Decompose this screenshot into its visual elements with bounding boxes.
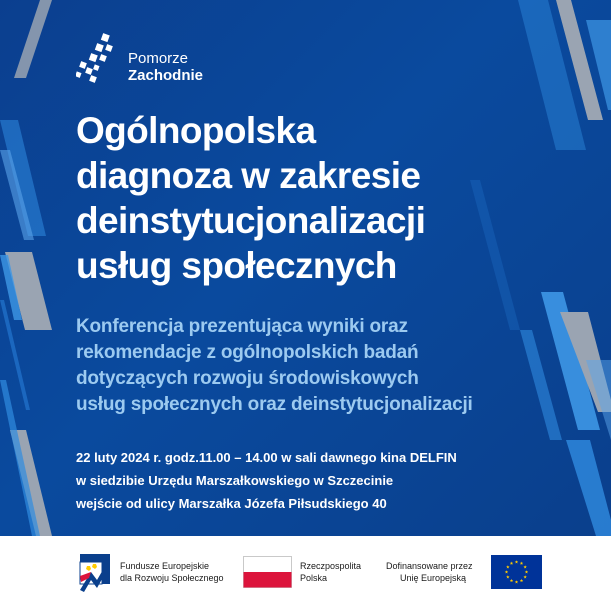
- pl-line1: Rzeczpospolita: [300, 561, 362, 571]
- event-details: [76, 446, 576, 515]
- pomorze-zachodnie-logo: [76, 32, 206, 84]
- title-line: usług społecznych: [76, 245, 397, 286]
- event-subtitle: [76, 314, 576, 418]
- eu-line2: Unię Europejską: [400, 573, 467, 583]
- eu-line1: Dofinansowane przez: [386, 561, 473, 571]
- pl-line2: Polska: [300, 573, 328, 583]
- logo-text-pomorze: Pomorze: [128, 50, 189, 67]
- title-line: Ogólnopolska: [76, 110, 316, 151]
- subtitle-line: Konferencja prezentująca wyniki oraz: [76, 316, 408, 337]
- fe-line1: Fundusze Europejskie: [120, 561, 210, 571]
- subtitle-line: dotyczących rozwoju środowiskowych: [76, 368, 419, 389]
- pomorze-zachodnie-emblem-icon: [76, 32, 120, 84]
- funding-footer: [0, 536, 611, 611]
- rzeczpospolita-polska-logo: [243, 554, 363, 594]
- title-line: deinstytucjonalizacji: [76, 200, 426, 241]
- fundusze-europejskie-logo: [77, 554, 257, 594]
- subtitle-line: usług społecznych oraz deinstytucjonalizacji: [76, 394, 473, 415]
- logo-text-zachodnie: Zachodnie: [128, 67, 204, 84]
- title-line: diagnoza w zakresie: [76, 155, 421, 196]
- details-line: wejście od ulicy Marszałka Józefa Piłsudskiego 40: [76, 496, 387, 511]
- fundusze-europejskie-icon: [77, 554, 113, 594]
- fe-line2: dla Rozwoju Społecznego: [120, 573, 224, 583]
- eu-flag-icon: [491, 555, 542, 589]
- polish-flag-icon: [243, 556, 292, 588]
- subtitle-line: rekomendacje z ogólnopolskich badań: [76, 342, 419, 363]
- details-line: 22 luty 2024 r. godz.11.00 – 14.00 w sali dawnego kina DELFIN: [76, 450, 457, 465]
- unia-europejska-logo: [386, 554, 546, 594]
- details-line: w siedzibie Urzędu Marszałkowskiego w Szczecinie: [76, 473, 394, 488]
- event-title: [76, 108, 556, 288]
